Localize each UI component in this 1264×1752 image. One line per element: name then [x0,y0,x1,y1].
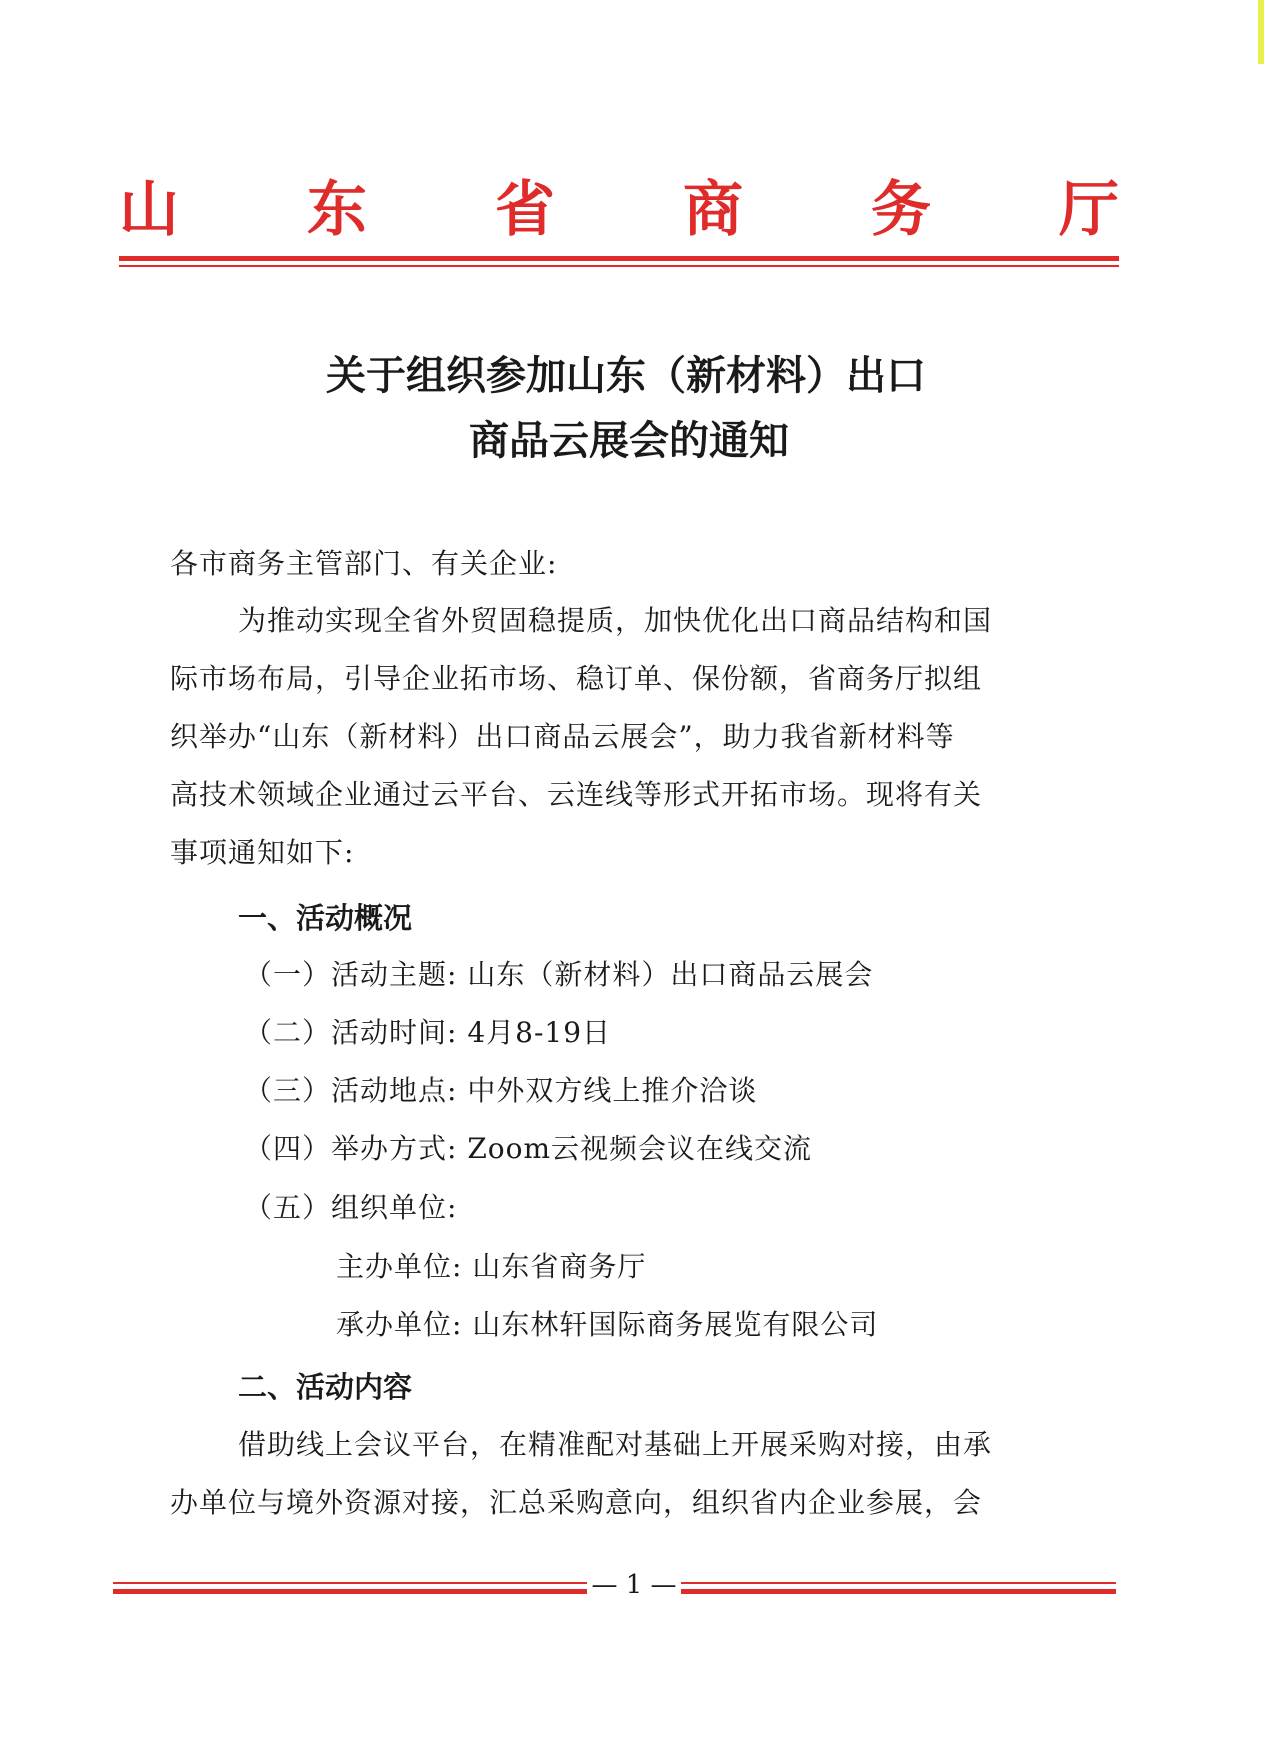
document-title-line-2: 商品云展会的通知 [469,418,789,464]
section-2-line: 办单位与境外资源对接，汇总采购意向，组织省内企业参展，会 [170,1486,983,1519]
intro-line: 际市场布局，引导企业拓市场、稳订单、保份额，省商务厅拟组 [170,662,983,695]
organizer-line: 承办单位: 山东林轩国际商务展览有限公司 [336,1308,879,1341]
header-char: 东 [307,175,367,245]
header-char: 商 [683,175,743,245]
intro-line: 事项通知如下: [170,836,355,869]
organizer-line: 主办单位: 山东省商务厅 [336,1250,647,1283]
header-char: 务 [871,175,931,245]
section-2-heading: 二、活动内容 [238,1370,413,1404]
section-1-item: （四）举办方式: Zoom云视频会议在线交流 [244,1132,813,1165]
intro-line: 为推动实现全省外贸固稳提质，加快优化出口商品结构和国 [238,604,993,637]
intro-line: 高技术领域企业通过云平台、云连线等形式开拓市场。现将有关 [170,778,983,811]
header-char: 山 [119,175,179,245]
intro-line: 织举办“山东（新材料）出口商品云展会”，助力我省新材料等 [170,720,955,753]
section-1-item: （一）活动主题: 山东（新材料）出口商品云展会 [244,958,874,991]
page-number: — 1 — [587,1568,681,1602]
scan-edge-strip [1258,0,1264,64]
header-rule-thick [119,256,1119,261]
document-title-line-1: 关于组织参加山东（新材料）出口 [326,353,926,399]
section-1-heading: 一、活动概况 [238,901,413,935]
header-char: 厅 [1059,175,1119,245]
section-1-item: （三）活动地点: 中外双方线上推介洽谈 [244,1074,758,1107]
salutation: 各市商务主管部门、有关企业: [170,547,558,580]
section-2-line: 借助线上会议平台，在精准配对基础上开展采购对接，由承 [238,1428,993,1461]
header-char: 省 [495,175,555,245]
header-rule-thin [119,265,1119,267]
section-1-item: （二）活动时间: 4月8-19日 [244,1016,612,1049]
section-1-item: （五）组织单位: [244,1191,458,1224]
issuing-authority-header [119,170,1119,250]
